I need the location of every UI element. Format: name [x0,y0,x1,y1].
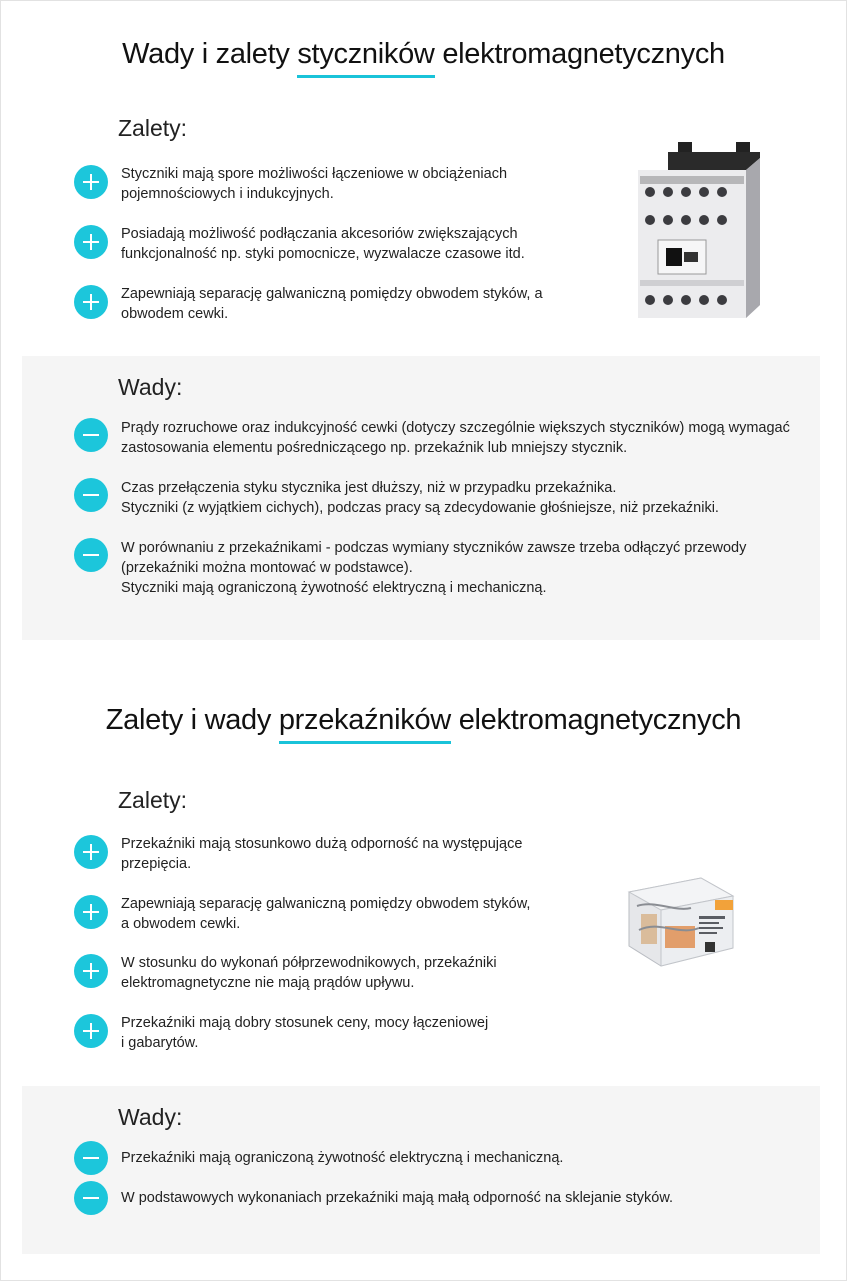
section2-con-item [74,1181,673,1215]
item-text: Przekaźniki mają stosunkowo dużą odporność na występujące [121,836,523,852]
section1-con-item [74,538,746,598]
minus-circle-icon [74,538,108,572]
item-text: obwodem cewki. [121,306,229,322]
plus-circle-icon [74,895,108,929]
section2-cons-heading: Wady: [118,1104,183,1130]
contactor-image [628,140,768,325]
plus-circle-icon [74,954,108,988]
section1-pro-item [74,165,507,204]
item-text: elektromagnetyczne nie mają prądów upływu. [121,975,415,991]
section1-pro-item [74,225,525,264]
item-text: W podstawowych wykonaniach przekaźniki mają małą odporność na sklejanie styków. [121,1190,674,1206]
item-text: Styczniki mają spore możliwości łączeniowe w obciążeniach [121,166,508,182]
item-text: Prądy rozruchowe oraz indukcyjność cewki (dotyczy szczególnie większych styczników) mogą wymagać [121,420,790,436]
title-text: Zalety i wady [105,704,279,736]
title-text: elektromagnetycznych [434,38,725,70]
title-text: Wady i zalety [122,38,298,70]
section2-pros-heading: Zalety: [118,787,188,813]
item-text: i gabarytów. [121,1035,199,1051]
plus-circle-icon [74,225,108,259]
item-text: a obwodem cewki. [121,916,241,932]
item-text: W stosunku do wykonań półprzewodnikowych, przekaźniki [121,955,497,971]
plus-circle-icon [74,835,108,869]
section2-pro-item [74,835,522,874]
section1-pro-item [74,285,543,324]
item-text: Styczniki mają ograniczoną żywotność elektryczną i mechaniczną. [121,580,547,596]
minus-circle-icon [74,418,108,452]
section2-pro-item [74,1014,488,1053]
item-text: Przekaźniki mają dobry stosunek ceny, mocy łączeniowej [121,1015,489,1031]
item-text: funkcjonalność np. styki pomocnicze, wyzwalacze czasowe itd. [121,246,525,262]
item-text: W porównaniu z przekaźnikami - podczas wymiany styczników zawsze trzeba odłączyć przewody [121,540,747,556]
section2-title [0,704,847,737]
section1-con-item [74,418,790,458]
title-highlight: przekaźników [278,704,451,736]
item-text: Przekaźniki mają ograniczoną żywotność elektryczną i mechaniczną. [121,1150,564,1166]
section1-title [0,38,847,71]
title-highlight: styczników [297,38,435,70]
item-text: Styczniki (z wyjątkiem cichych), podczas pracy są zdecydowanie głośniejsze, niż przekaźniki. [121,500,719,516]
plus-circle-icon [74,1014,108,1048]
section2-pro-item [74,954,497,993]
section2-pro-item [74,895,530,934]
section1-cons-heading: Wady: [118,374,183,400]
plus-circle-icon [74,285,108,319]
minus-circle-icon [74,1141,108,1175]
item-text: Czas przełączenia styku stycznika jest dłuższy, niż w przypadku przekaźnika. [121,480,617,496]
item-text: Zapewniają separację galwaniczną pomiędzy obwodem styków, [121,896,531,912]
minus-circle-icon [74,1181,108,1215]
section2-con-item [74,1141,563,1175]
item-text: przepięcia. [121,856,192,872]
section1-pros-heading: Zalety: [118,115,188,141]
item-text: Posiadają możliwość podłączania akcesoriów zwiększających [121,226,518,242]
minus-circle-icon [74,478,108,512]
item-text: (przekaźniki można montować w podstawce). [121,560,413,576]
item-text: Zapewniają separację galwaniczną pomiędzy obwodem styków, a [121,286,543,302]
plus-circle-icon [74,165,108,199]
item-text: pojemnościowych i indukcyjnych. [121,186,334,202]
item-text: zastosowania elementu pośredniczącego np. przekaźnik lub mniejszy stycznik. [121,440,628,456]
section1-con-item [74,478,719,518]
title-text: elektromagnetycznych [450,704,742,736]
relay-image [615,870,745,970]
